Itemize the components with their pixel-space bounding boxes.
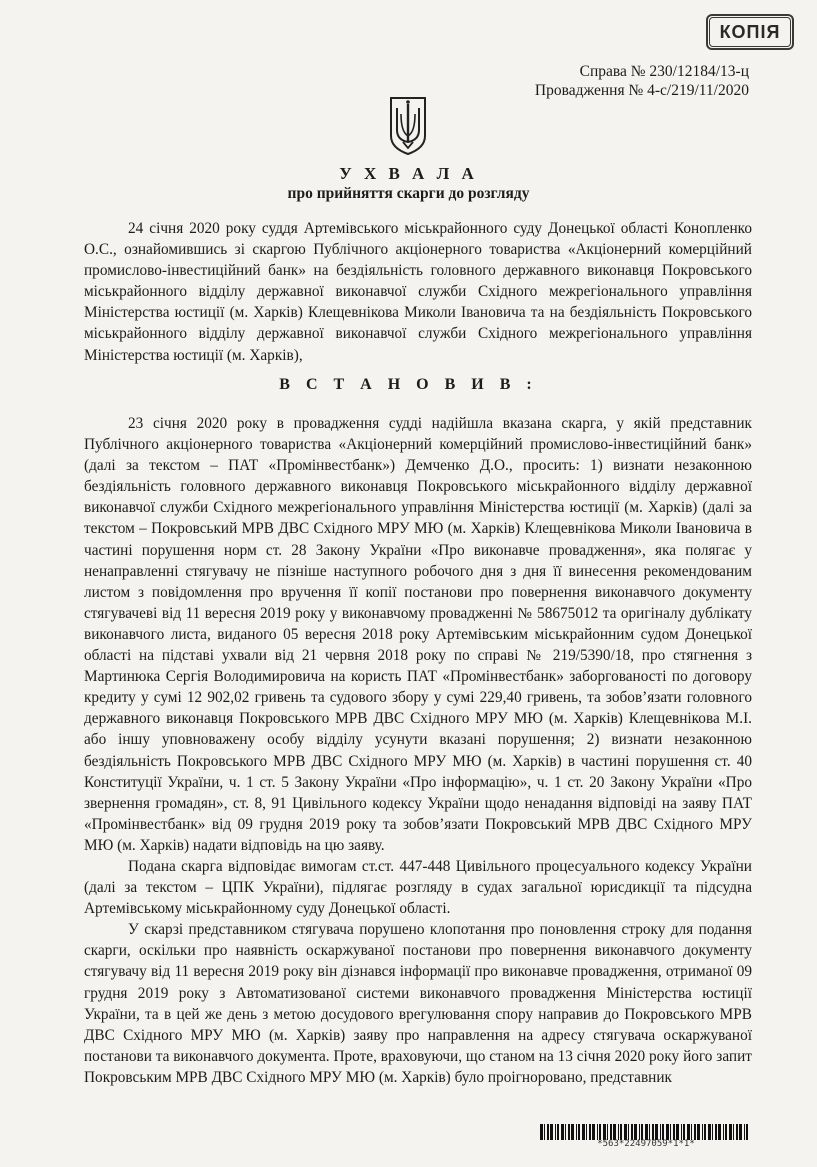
findings-paragraph-3: У скарзі представником стягувача порушено клопотання про поновлення строку для подання скарги, оскільки про наявність оскаржуваної постанови про повернення виконавчого документу стягувачу від 11 вересня 2019 року він дізнався інформації про виконавче провадження, отриманої 09 грудня 2019 року з Автоматизованої системи виконавчого провадження Міністерства юстиції України, та в цей же день з метою досудового врегулювання спору направив до Покровського МРВ ДВС Східного МРУ МЮ (м. Харків) заяву про направлення на адресу стягувача оскаржуваної постанови та виконавчого документа. Проте, враховуючи, що станом на 13 січня 2020 року його запит Покровським МРВ ДВС Східного МРУ МЮ (м. Харків) було проігноровано, представник [84,921,752,1086]
case-reference [535,62,749,100]
copy-stamp-label: КОПІЯ [709,17,791,47]
document-subtitle: про прийняття скарги до розгляду [287,185,530,202]
trident-coat-of-arms-icon [388,96,428,156]
section-heading-established: В С Т А Н О В И В : [279,376,538,393]
copy-stamp [706,14,794,50]
barcode-icon [540,1124,752,1140]
barcode-number: *563*22497059*1*1* [597,1139,695,1149]
case-number: Справа № 230/12184/13-ц [579,63,749,80]
findings-section [84,413,752,1088]
findings-paragraph-1: 23 січня 2020 року в провадження судді надійшла вказана скарга, у якій представник Публічного акціонерного товариства «Акціонерний комерційний промислово-інвестиційний банк» (далі за текстом – ПАТ «Промінвестбанк») Демченко Д.О., просить: 1) визнати незаконною бездіяльність головного державного виконавця Покровського міськрайонного відділу державної виконавчої служби Східного межрегіонального управління Міністерства юстиції (м. Харків) (далі за текстом – Покровський МРВ ДВС Східного МРУ МЮ (м. Харків) Клещевнікова Миколи Івановича в частині порушення норм ст. 28 Закону України «Про виконавче провадження», яка полягає у ненаправленні стягувачу не пізніше наступного робочого дня з дня її винесення рекомендованим листом з повідомлення про вручення її копії постанови про повернення виконавчого документу стягувачеві від 11 вересня 2019 року у виконавчому провадженні № 58675012 та оригіналу дублікату виконавчого листа, виданого 05 вересня 2018 року Артемівським міськрайонним судом Донецької області на підставі ухвали від 21 червня 2018 року по справі № 219/5390/18, про стягнення з Мартинюка Сергія Володимировича на користь ПАТ «Промінвестбанк» заборгованості по договору кредиту у сумі 12 902,02 гривень та судового збору у сумі 229,40 гривень, та зобов’язати головного державного виконавця Покровського МРВ ДВС Східного МРУ МЮ (м. Харків) Клещевнікова М.І. або іншу уповноважену особу відділу усунути вказані порушення; 2) визнати незаконною бездіяльність Покровського МРВ ДВС Східного МРУ МЮ (м. Харків) в частині порушення ст. 40 Конституції України, ч. 1 ст. 5 Закону України «Про інформацію», ч. 1 ст. 20 Закону України «Про звернення громадян», ст. 8, 91 Цивільного кодексу України щодо ненадання відповіді на заяву ПАТ «Промінвестбанк» від 09 грудня 2019 року та зобов’язати Покровський МРВ ДВС Східного МРУ МЮ (м. Харків) надати відповідь на цю заяву. [84,415,752,854]
document-title: У Х В А Л А [339,164,478,183]
findings-paragraph-2: Подана скарга відповідає вимогам ст.ст. 447-448 Цивільного процесуального кодексу України (далі за текстом – ЦПК України), підлягає розгляду в судах загальної юрисдикції та підсудна Артемівському міськрайонному суду Донецької області. [84,857,752,918]
intro-paragraph [84,218,752,366]
proceeding-number: Провадження № 4-с/219/11/2020 [534,82,749,99]
intro-text: 24 січня 2020 року суддя Артемівського міськрайонного суду Донецької області Конопленко О.С., ознайомившись зі скаргою Публічного акціонерного товариства «Акціонерний комерційний промислово-інвестиційний банк» на бездіяльність головного державного виконавця Покровського міськрайонного відділу державної виконавчої служби Східного межрегіонального управління Міністерства юстиції (м. Харків) Клещевнікова Миколи Івановича та на бездіяльність Покровського міськрайонного відділу державної виконавчої служби Східного межрегіонального управління Міністерства юстиції (м. Харків), [84,220,752,364]
